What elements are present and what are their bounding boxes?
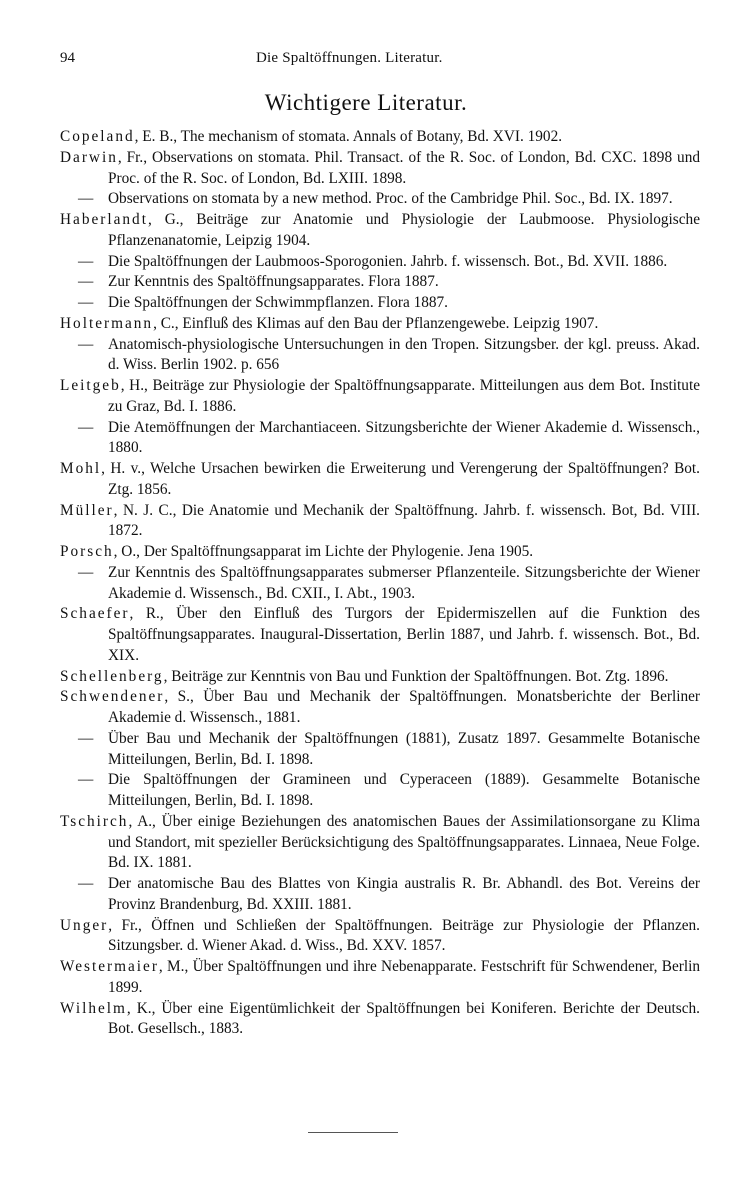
reference-text: Observations on stomata by a new method. Proc. of the Cambridge Phil. Soc., Bd. IX. 1897. (108, 190, 673, 208)
reference-text: , N. J. C., Die Anatomie und Mechanik der Spaltöffnung. Jahrb. f. wissensch. Bot, Bd. VIII. 1872. (108, 501, 700, 540)
reference-entry (60, 210, 700, 252)
reference-text: Zur Kenntnis des Spaltöffnungsapparates submerser Pflanzenteile. Sitzungsberichte der Wiener Akademie d. Wissensch., Bd. CXII., I. Abt., 1903. (108, 563, 700, 602)
reference-text: Die Atemöffnungen der Marchantiaceen. Sitzungsberichte der Wiener Akademie d. Wissensch., 1880. (108, 418, 700, 457)
reference-text: , Fr., Öffnen und Schließen der Spaltöffnungen. Beiträge zur Physiologie der Pflanzen. Sitzungsber. d. Wiener Akad. d. Wiss., Bd. XXV. 1857. (108, 916, 700, 955)
ditto-dash: — (78, 190, 94, 208)
reference-text: , E. B., The mechanism of stomata. Annals of Botany, Bd. XVI. 1902. (134, 128, 563, 145)
reference-text: , R., Über den Einfluß des Turgors der Epidermiszellen auf die Funktion des Spaltöffnungsapparates. Inaugural-Dissertation, Berlin 1887, und Jahrb. f. wissensch. Bot., Bd. XIX. (108, 605, 700, 664)
reference-author: Copeland (60, 128, 135, 145)
ditto-dash: — (78, 729, 94, 747)
reference-text: , Fr., Observations on stomata. Phil. Transact. of the R. Soc. of London, Bd. CXC. 1898 und Proc. of the R. Soc. of London, Bd. LXIII. 1898. (108, 148, 700, 187)
reference-entry (60, 729, 700, 771)
reference-author: Holtermann (60, 314, 154, 332)
reference-entry (60, 667, 700, 688)
reference-list (60, 127, 700, 1040)
reference-entry (60, 127, 700, 148)
reference-author: Porsch (60, 543, 114, 560)
reference-text: , A., Über einige Beziehungen des anatomischen Baues der Assimilationsorgane zu Klima und Standort, mit spezieller Berücksichtigung des Spaltöffnungsapparates. Linnaea, Neue Folge. Bd. IX. 1881. (108, 812, 700, 872)
reference-text: Die Spaltöffnungen der Gramineen und Cyperaceen (1889). Gesammelte Botanische Mitteilungen, Berlin, Bd. I. 1898. (108, 771, 700, 809)
reference-text: , K., Über eine Eigentümlichkeit der Spaltöffnungen bei Koniferen. Berichte der Deutsch. Bot. Gesellsch., 1883. (108, 999, 700, 1038)
reference-entry (60, 418, 700, 460)
reference-entry (60, 148, 700, 190)
reference-author: Leitgeb (60, 377, 121, 394)
ditto-dash: — (78, 418, 94, 436)
reference-entry (60, 189, 700, 210)
page-number: 94 (60, 50, 75, 66)
reference-entry (60, 501, 700, 543)
reference-entry (60, 376, 700, 418)
reference-text: Die Spaltöffnungen der Schwimmpflanzen. Flora 1887. (108, 294, 449, 311)
reference-entry (60, 542, 700, 563)
reference-entry (60, 687, 700, 729)
reference-entry (60, 604, 700, 666)
reference-text: , C., Einfluß des Klimas auf den Bau der Pflanzengewebe. Leipzig 1907. (153, 314, 599, 332)
reference-text: Über Bau und Mechanik der Spaltöffnungen (1881), Zusatz 1897. Gesammelte Botanische Mitteilungen, Berlin, Bd. I. 1898. (108, 729, 700, 768)
ditto-dash: — (78, 252, 94, 270)
ditto-dash: — (78, 294, 94, 311)
reference-text: Zur Kenntnis des Spaltöffnungsapparates. Flora 1887. (108, 273, 439, 291)
reference-entry (60, 252, 700, 273)
reference-text: , Beiträge zur Kenntnis von Bau und Funktion der Spaltöffnungen. Bot. Ztg. 1896. (163, 667, 669, 685)
reference-entry (60, 999, 700, 1041)
reference-text: Der anatomische Bau des Blattes von Kingia australis R. Br. Abhandl. des Bot. Vereins der Provinz Brandenburg, Bd. XXIII. 1881. (108, 875, 700, 913)
reference-author: Mohl (60, 460, 102, 477)
reference-entry (60, 874, 700, 916)
reference-author: Wilhelm (60, 999, 127, 1017)
reference-author: Tschirch (60, 812, 129, 830)
ditto-dash: — (78, 335, 94, 353)
reference-author: Müller (60, 501, 114, 519)
reference-text: , G., Beiträge zur Anatomie und Physiologie der Laubmoose. Physiologische Pflanzenanatomie, Leipzig 1904. (108, 211, 700, 249)
reference-entry (60, 459, 700, 501)
reference-text: , H. v., Welche Ursachen bewirken die Erweiterung und Verengerung der Spaltöffnungen? Bot. Ztg. 1856. (101, 460, 700, 498)
reference-text: , H., Beiträge zur Physiologie der Spaltöffnungsapparate. Mitteilungen aus dem Bot. Institute zu Graz, Bd. I. 1886. (108, 377, 700, 415)
reference-entry (60, 335, 700, 377)
reference-entry (60, 314, 700, 335)
reference-text: , M., Über Spaltöffnungen und ihre Nebenapparate. Festschrift für Schwendener, Berlin 1899. (108, 958, 700, 996)
reference-author: Unger (60, 916, 109, 934)
reference-entry (60, 770, 700, 812)
reference-entry (60, 812, 700, 874)
reference-entry (60, 272, 700, 293)
ditto-dash: — (78, 771, 94, 789)
reference-text: Anatomisch-physiologische Untersuchungen in den Tropen. Sitzungsber. der kgl. preuss. Akad. d. Wiss. Berlin 1902. p. 656 (108, 335, 700, 374)
reference-author: Darwin (60, 148, 118, 166)
reference-author: Haberlandt (60, 211, 148, 228)
reference-entry (60, 563, 700, 605)
ditto-dash: — (78, 875, 94, 892)
reference-text: , S., Über Bau und Mechanik der Spaltöffnungen. Monatsberichte der Berliner Akademie d. Wissensch., 1881. (108, 688, 700, 726)
reference-text: , O., Der Spaltöffnungsapparat im Lichte der Phylogenie. Jena 1905. (113, 543, 534, 560)
ditto-dash: — (78, 563, 94, 581)
reference-entry (60, 293, 700, 314)
reference-text: Die Spaltöffnungen der Laubmoos-Sporogonien. Jahrb. f. wissensch. Bot., Bd. XVII. 1886. (108, 252, 668, 270)
reference-author: Schellenberg (60, 667, 164, 685)
reference-entry (60, 916, 700, 958)
running-head (60, 50, 702, 74)
ditto-dash: — (78, 273, 94, 291)
end-rule (308, 1132, 398, 1133)
section-heading: Wichtigere Literatur. (264, 90, 468, 115)
reference-author: Schwendener (60, 688, 165, 706)
reference-author: Schaefer (60, 605, 130, 623)
reference-author: Westermaier (60, 958, 159, 975)
running-title: Die Spaltöffnungen. Literatur. (256, 50, 443, 66)
reference-entry (60, 957, 700, 999)
